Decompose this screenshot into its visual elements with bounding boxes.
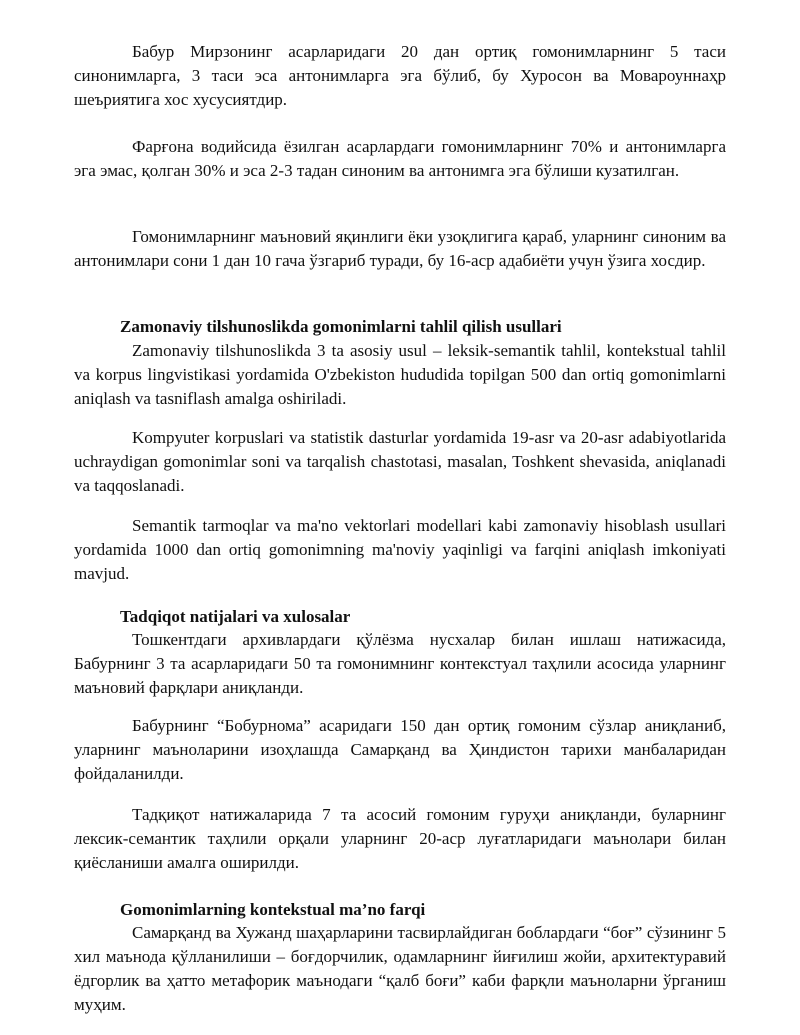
results-heading: Tadqiqot natijalari va xulosalar <box>120 607 351 626</box>
intro-paragraph-3: Гомонимларнинг маъновий яқинлиги ёки узоқлигига қараб, уларнинг синоним ва антонимлари сони 1 дан 10 гача ўзгариб туради, бу 16-аср адабиёти учун ўзига хосдир. <box>74 227 726 270</box>
methods-heading: Zamonaviy tilshunoslikda gomonimlarni tahlil qilish usullari <box>120 317 562 336</box>
methods-paragraph-3: Semantik tarmoqlar va ma'no vektorlari modellari kabi zamonaviy hisoblash usullari yordamida 1000 dan ortiq gomonimning ma'noviy yaqinligi va farqini aniqlash imkoniyati mavjud. <box>74 516 726 583</box>
methods-paragraph-2: Kompyuter korpuslari va statistik dasturlar yordamida 19-asr va 20-asr adabiyotlarida uchraydigan gomonimlar soni va tarqalish chastotasi, masalan, Toshkent shevasida, aniqlanadi va taqqoslanadi. <box>74 428 726 495</box>
intro-paragraph-1: Бабур Мирзонинг асарларидаги 20 дан ортиқ гомонимларнинг 5 таси синонимларга, 3 таси эса антонимларга эга бўлиб, бу Хуросон ва Мовароуннаҳр шеъриятига хос хусусиятдир. <box>74 42 726 109</box>
context-paragraph-1: Самарқанд ва Хужанд шаҳарларини тасвирлайдиган боблардаги “боғ” сўзининг 5 хил маънода қўлланилиши – боғдорчилик, одамларнинг йиғилиш жойи, архитектуравий ёдгорлик ва ҳатто метафорик маънодаги “қалб боғи” каби фарқли маъноларни ўрганиш муҳим. <box>74 923 726 1014</box>
context-heading: Gomonimlarning kontekstual ma’no farqi <box>120 900 426 919</box>
results-paragraph-1: Тошкентдаги архивлардаги қўлёзма нусхалар билан ишлаш натижасида, Бабурнинг 3 та асарларидаги 50 та гомонимнинг контекстуал таҳлили асосида уларнинг маъновий фарқлари аниқланди. <box>74 630 726 697</box>
results-paragraph-2: Бабурнинг “Бобурнома” асаридаги 150 дан ортиқ гомоним сўзлар аниқланиб, уларнинг маъноларини изоҳлашда Самарқанд ва Ҳиндистон тарихи манбаларидан фойдаланилди. <box>74 716 726 783</box>
methods-paragraph-1: Zamonaviy tilshunoslikda 3 ta asosiy usul – leksik-semantik tahlil, kontekstual tahlil va korpus lingvistikasi yordamida O'zbekiston hududida topilgan 500 dan ortiq gomonimlarni aniqlash va tasniflash amalga oshiriladi. <box>74 341 726 408</box>
results-paragraph-3: Тадқиқот натижаларида 7 та асосий гомоним гуруҳи аниқланди, буларнинг лексик-семантик таҳлили орқали уларнинг 20-аср луғатларидаги маънолари билан қиёсланиши амалга оширилди. <box>74 805 726 872</box>
intro-paragraph-2: Фарғона водийсида ёзилган асарлардаги гомонимларнинг 70% и антонимларга эга эмас, қолган 30% и эса 2-3 тадан синоним ва антонимга эга бўлиши кузатилган. <box>74 137 726 180</box>
